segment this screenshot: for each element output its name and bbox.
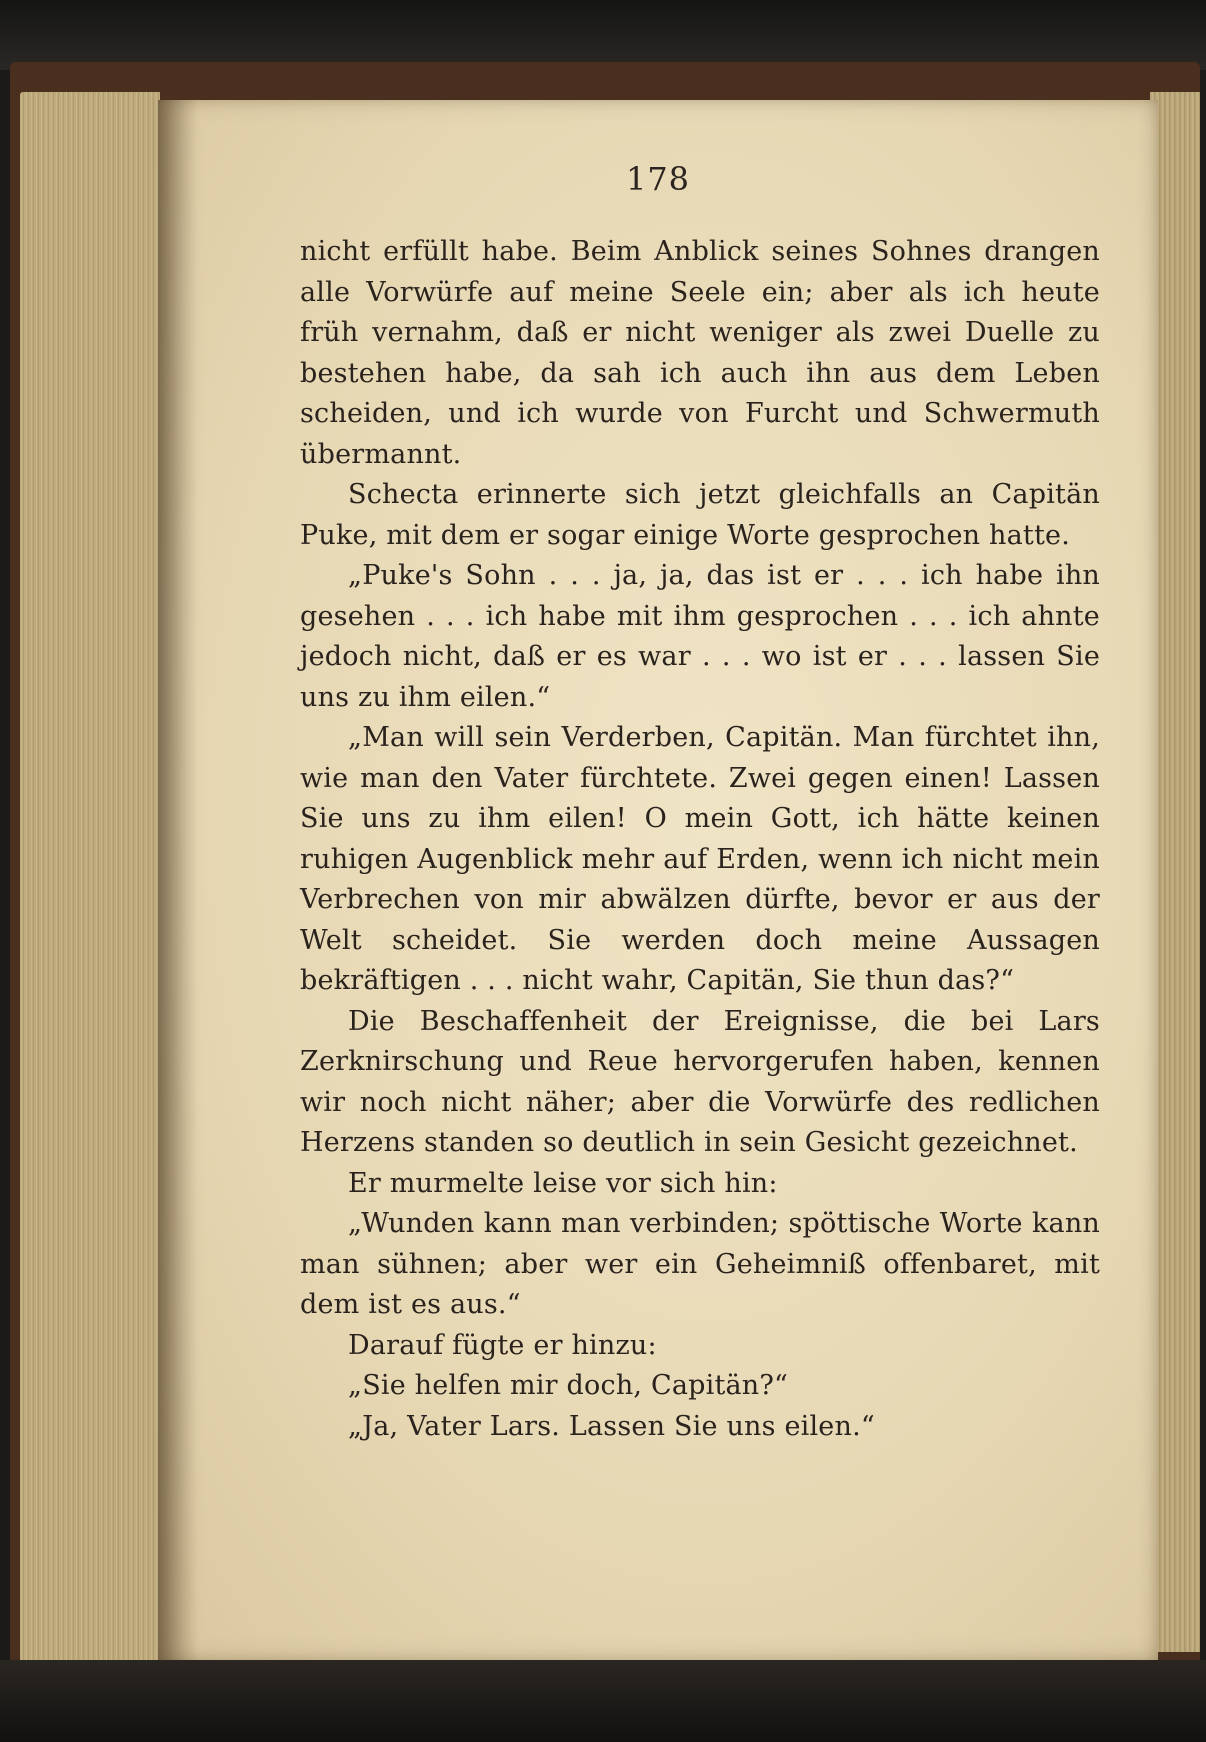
- background-bottom: [0, 1660, 1206, 1742]
- page-number: 178: [625, 160, 691, 198]
- paragraph-4: „Man will sein Verderben, Capitän. Man fürchtet ihn, wie man den Vater fürchtete. Zwei gegen einen! Lassen Sie uns zu ihm eilen! O mein Gott, ich hätte keinen ruhigen Augenblick mehr auf Erden, wenn ich nicht mein Verbrechen von mir abwälzen dürfte, bevor er aus der Welt scheidet. Sie werden doch meine Aussagen bekräftigen . . . nicht wahr, Capitän, Sie thun das?“: [300, 722, 1100, 996]
- paragraph-1: nicht erfüllt habe. Beim Anblick seines Sohnes drangen alle Vorwürfe auf meine Seele ein; aber als ich heute früh vernahm, daß er nicht weniger als zwei Duelle zu bestehen habe, da sah ich auch ihn aus dem Leben scheiden, und ich wurde von Furcht und Schwermuth übermannt.: [300, 236, 1100, 470]
- paragraph-9: „Sie helfen mir doch, Capitän?“: [348, 1370, 789, 1401]
- page-edges-left: [20, 92, 160, 1672]
- background-top: [0, 0, 1206, 70]
- paragraph-8: Darauf fügte er hinzu:: [348, 1329, 657, 1361]
- paragraph-7: „Wunden kann man verbinden; spöttische Worte kann man sühnen; aber wer ein Geheimniß offenbaret, mit dem ist es aus.“: [300, 1208, 1100, 1320]
- book-page: [158, 100, 1158, 1660]
- gutter-shadow: [158, 100, 198, 1660]
- paragraph-3: „Puke's Sohn . . . ja, ja, das ist er . . . ich habe ihn gesehen . . . ich habe mit ihm gesprochen . . . ich ahnte jedoch nicht, daß er es war . . . wo ist er . . . lassen Sie uns zu ihm eilen.“: [300, 560, 1100, 713]
- page-text: [300, 232, 1100, 1447]
- paragraph-5: Die Beschaffenheit der Ereignisse, die bei Lars Zerknirschung und Reue hervorgerufen haben, kennen wir noch nicht näher; aber die Vorwürfe des redlichen Herzens standen so deutlich in sein Gesicht gezeichnet.: [300, 1005, 1100, 1158]
- paragraph-6: Er murmelte leise vor sich hin:: [348, 1167, 778, 1199]
- paragraph-10: „Ja, Vater Lars. Lassen Sie uns eilen.“: [348, 1410, 875, 1442]
- paragraph-2: Schecta erinnerte sich jetzt gleichfalls an Capitän Puke, mit dem er sogar einige Worte gesprochen hatte.: [300, 479, 1100, 551]
